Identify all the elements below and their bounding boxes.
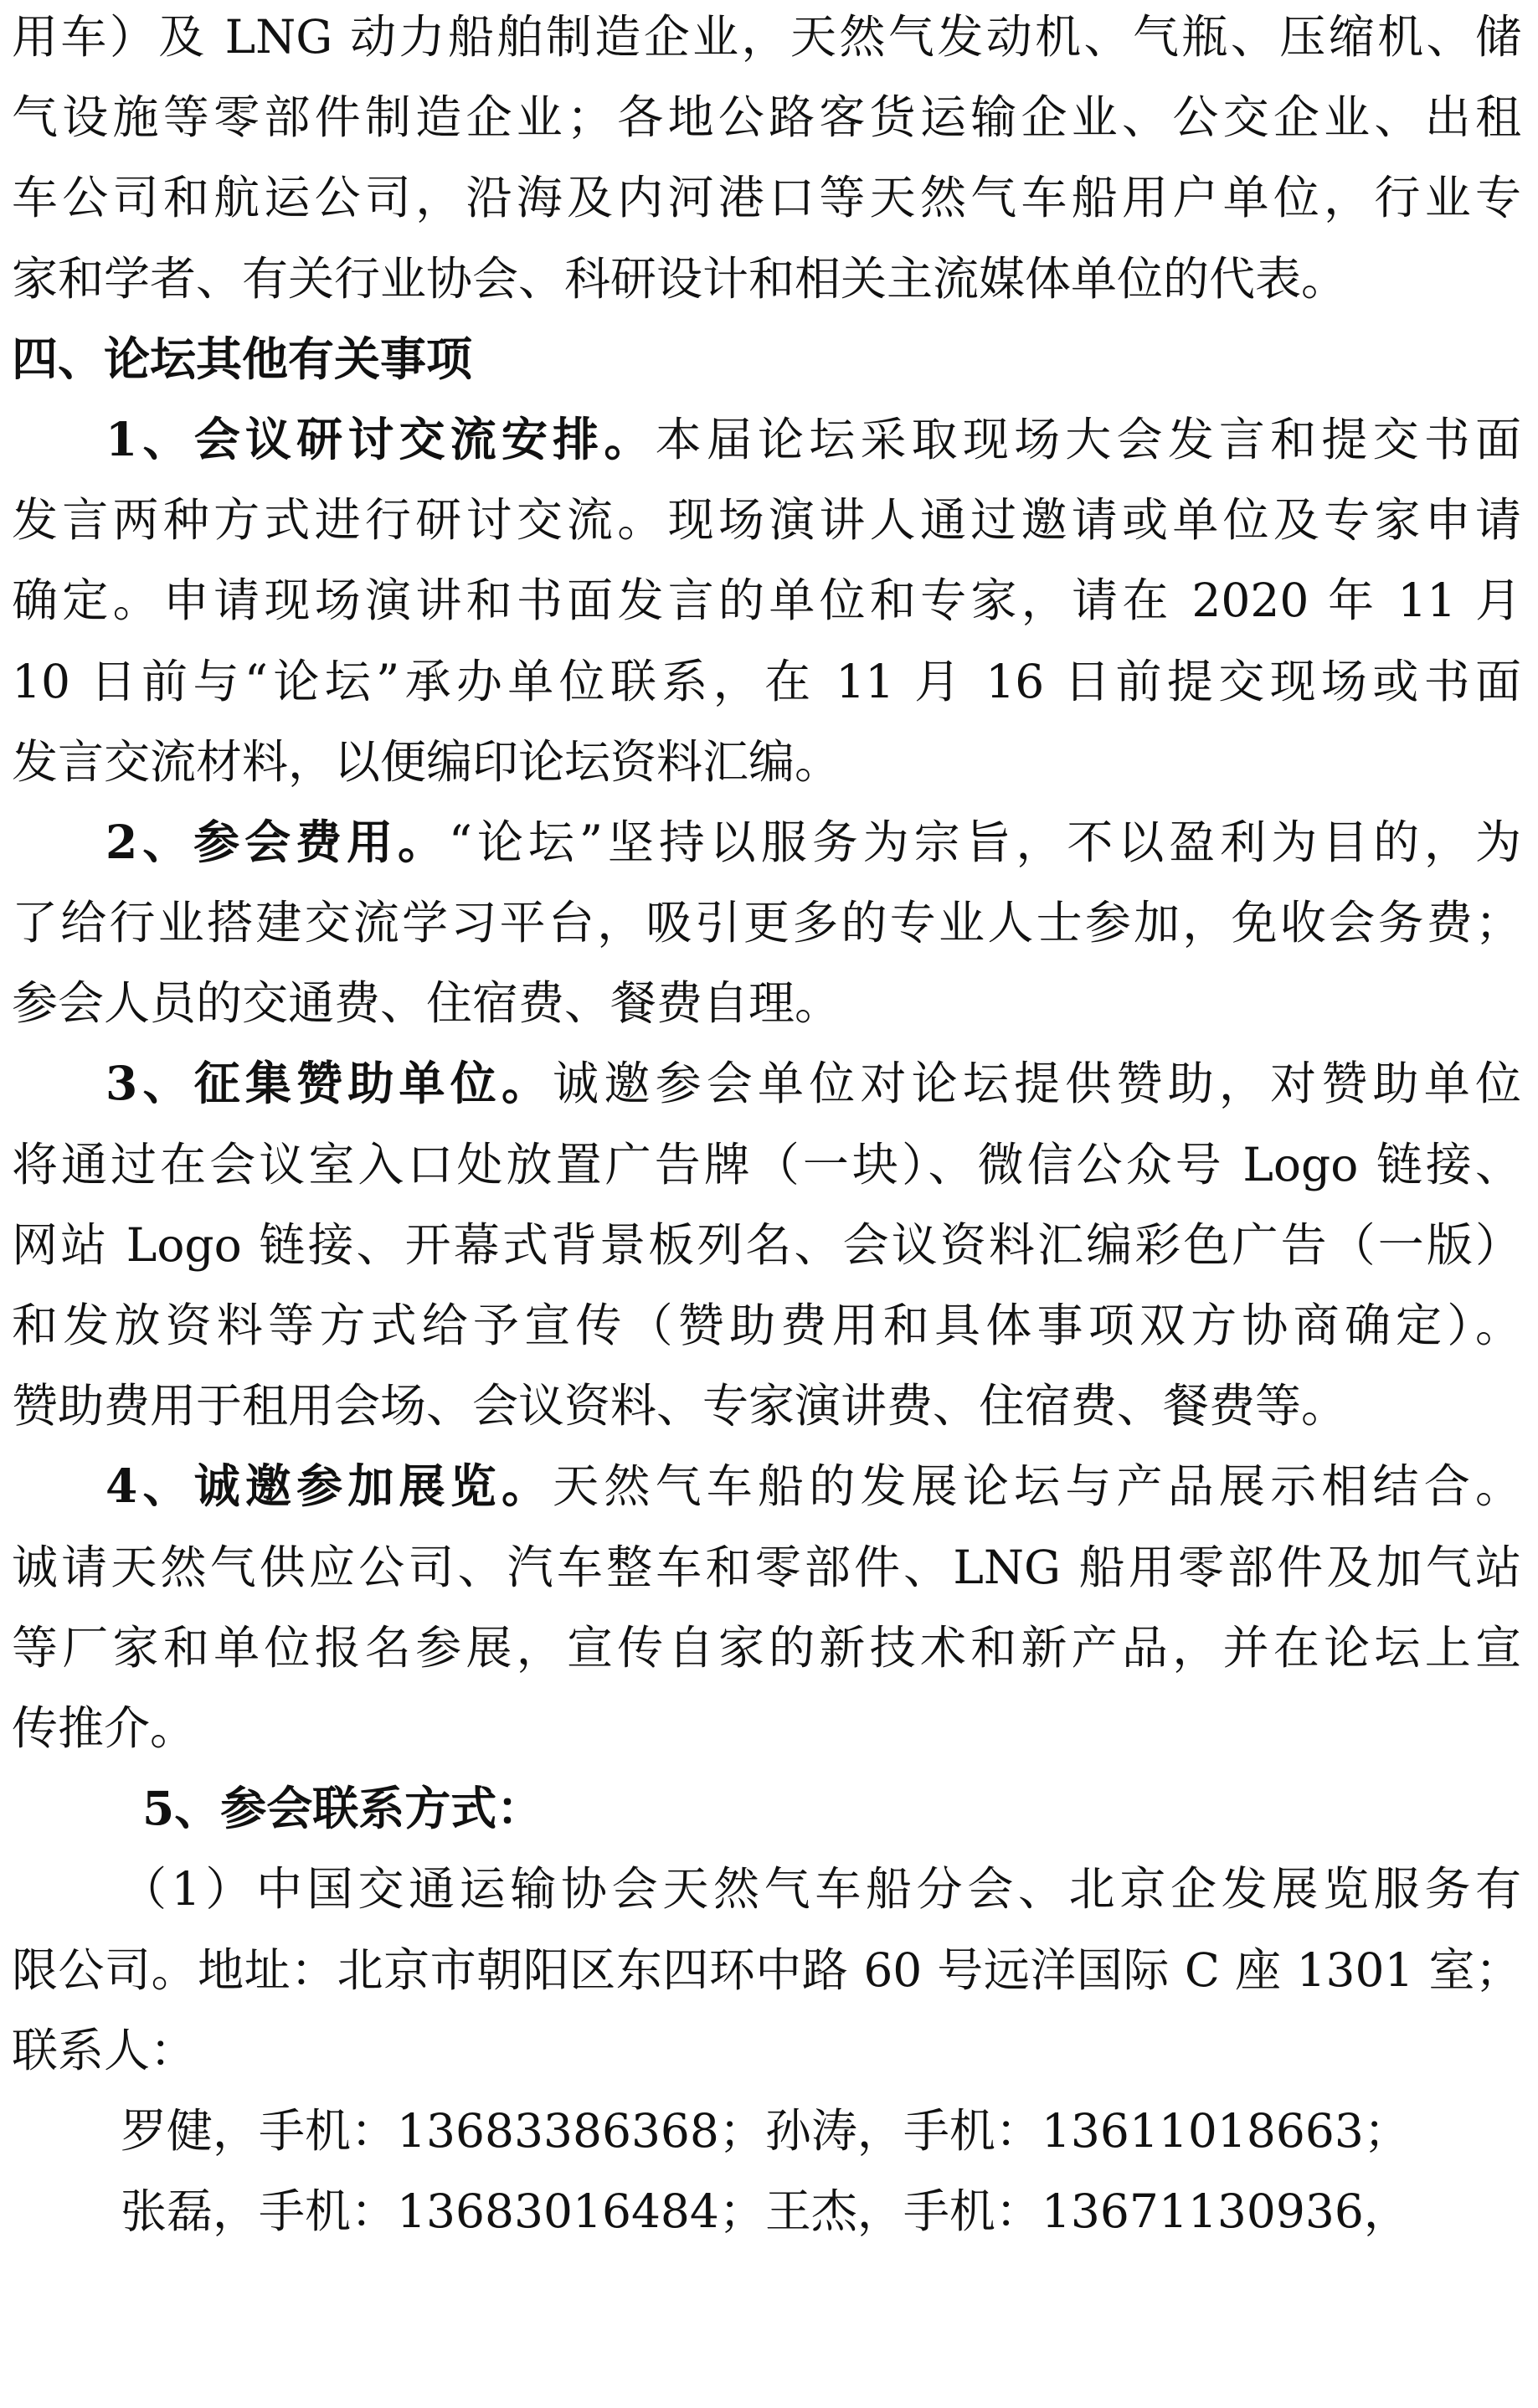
item4-line: 等厂家和单位报名参展，宣传自家的新技术和新产品，并在论坛上宣	[12, 1620, 1521, 1675]
item3-line: 将通过在会议室入口处放置广告牌（一块）、微信公众号 Logo 链接、	[12, 1137, 1521, 1191]
item4-first-line	[12, 1446, 1521, 1526]
item1-title: 1、会议研讨交流安排。	[105, 411, 656, 466]
contact-line: 罗健，手机：13683386368；孙涛，手机：13611018663；	[121, 2103, 1410, 2158]
item4-line: 传推介。	[12, 1701, 197, 1755]
item2-first-line-text: “论坛”坚持以服务为宗旨，不以盈利为目的，为	[448, 815, 1521, 869]
item3-line: 网站 Logo 链接、开幕式背景板列名、会议资料汇编彩色广告（一版）	[12, 1217, 1521, 1272]
section3-tail-line-1: 用车）及 LNG 动力船舶制造企业，天然气发动机、气瓶、压缩机、储	[12, 10, 1521, 64]
section3-tail-line-4: 家和学者、有关行业协会、科研设计和相关主流媒体单位的代表。	[12, 251, 1348, 306]
item2-title: 2、参会费用。	[105, 814, 449, 869]
item5-sub1-line: 限公司。地址：北京市朝阳区东四环中路 60 号远洋国际 C 座 1301 室；	[12, 1942, 1521, 1997]
item2-line: 参会人员的交通费、住宿费、餐费自理。	[12, 976, 841, 1031]
section3-tail-line-2: 气设施等零部件制造企业；各地公路客货运输企业、公交企业、出租	[12, 90, 1521, 145]
item4-line: 诚请天然气供应公司、汽车整车和零部件、LNG 船用零部件及加气站	[12, 1540, 1521, 1594]
item3-first-line-text: 诚邀参会单位对论坛提供赞助，对赞助单位	[553, 1057, 1521, 1111]
item1-line: 发言交流材料，以便编印论坛资料汇编。	[12, 734, 841, 789]
item1-line: 确定。申请现场演讲和书面发言的单位和专家，请在 2020 年 11 月	[12, 574, 1521, 628]
item4-title: 4、诚邀参加展览。	[105, 1459, 553, 1514]
item1-line: 发言两种方式进行研讨交流。现场演讲人通过邀请或单位及专家申请	[12, 493, 1521, 548]
item5-sub1-first-line: （1）中国交通运输协会天然气车船分会、北京企发展览服务有	[121, 1862, 1521, 1917]
contact-line: 张磊，手机：13683016484；王杰，手机：13671130936，	[121, 2184, 1410, 2239]
item1-line: 10 日前与“论坛”承办单位联系，在 11 月 16 日前提交现场或书面	[12, 654, 1521, 708]
item3-first-line	[12, 1043, 1521, 1124]
item2-first-line	[12, 802, 1521, 882]
item2-line: 了给行业搭建交流学习平台，吸引更多的专业人士参加，免收会务费；	[12, 896, 1521, 950]
item5-title: 5、参会联系方式：	[142, 1781, 543, 1836]
section4-heading: 四、论坛其他有关事项	[12, 331, 473, 386]
item3-title: 3、征集赞助单位。	[105, 1056, 553, 1111]
item3-line: 赞助费用于租用会场、会议资料、专家演讲费、住宿费、餐费等。	[12, 1379, 1348, 1433]
item1-first-line	[12, 399, 1521, 480]
section3-tail-line-3: 车公司和航运公司，沿海及内河港口等天然气车船用户单位，行业专	[12, 171, 1521, 225]
item3-line: 和发放资料等方式给予宣传（赞助费用和具体事项双方协商确定）。	[12, 1299, 1521, 1352]
item1-first-line-text: 本届论坛采取现场大会发言和提交书面	[655, 412, 1521, 466]
item4-first-line-text: 天然气车船的发展论坛与产品展示相结合。	[553, 1459, 1521, 1514]
item5-sub1-line: 联系人：	[12, 2023, 197, 2077]
